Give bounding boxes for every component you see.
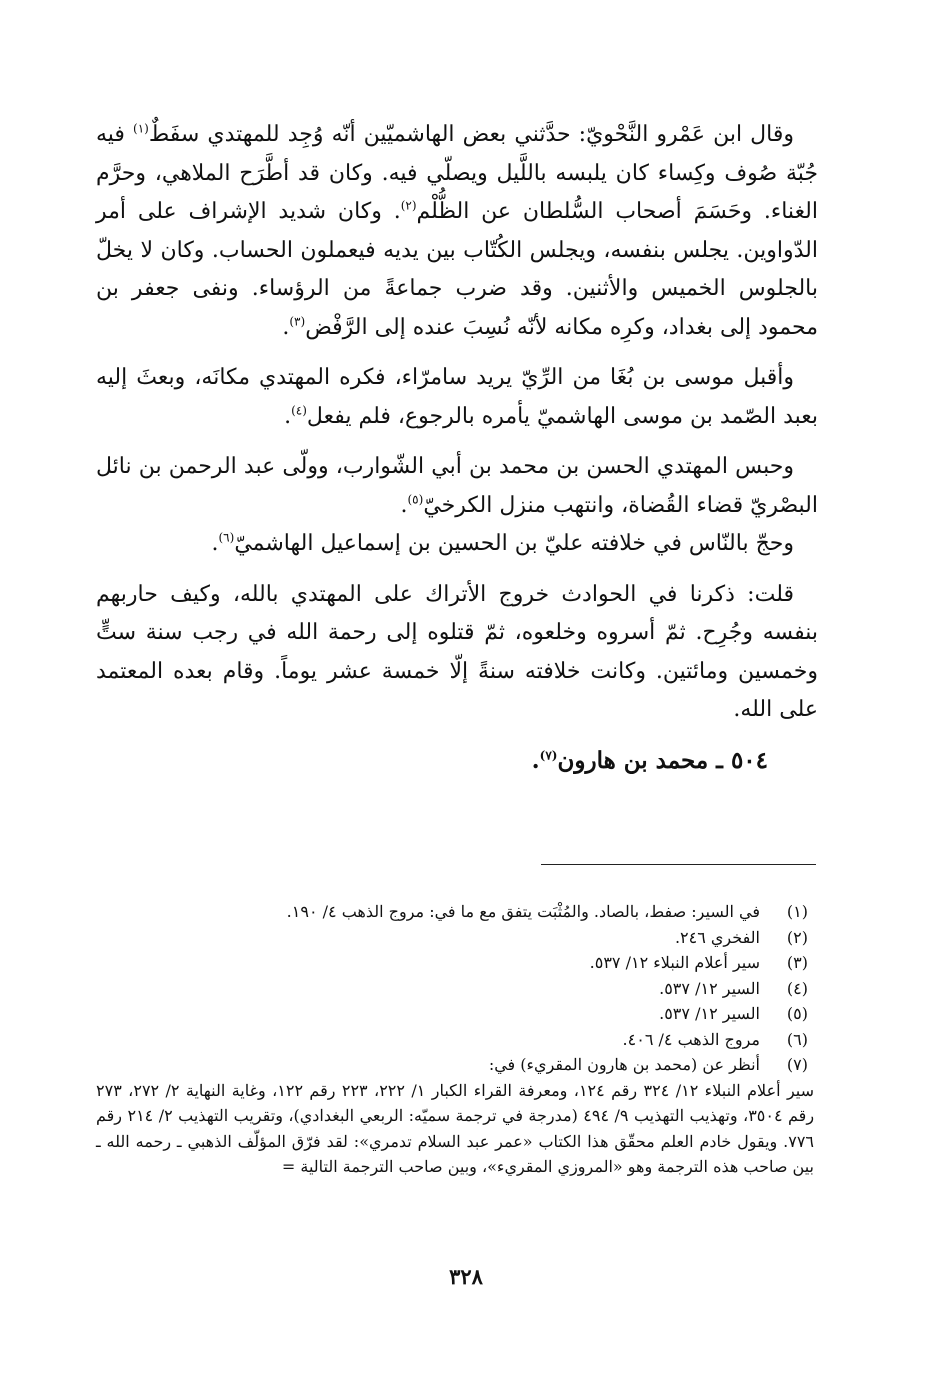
paragraph bbox=[96, 448, 818, 525]
footnote-text: في السير: صفط، بالصاد. والمُثْبَت يتفق مع ما في: مروج الذهب ٤/ ١٩٠. bbox=[286, 902, 760, 921]
entry-heading-text: ٥٠٤ ـ محمد بن هارون bbox=[557, 746, 768, 774]
paragraph bbox=[96, 525, 818, 564]
footnote-number: (٥) bbox=[786, 1004, 808, 1023]
footnote bbox=[96, 1001, 814, 1027]
footnote-number: (١) bbox=[786, 902, 808, 921]
entry-heading bbox=[96, 742, 818, 781]
paragraph-text: وأقبل موسى بن بُغَا من الرِّيّ يريد سامرّاء، فكره المهتدي مكانَه، وبعثَ إليه بعبد الصّمد بن موسى الهاشميّ يأمره بالرجوع، فلم يفعل bbox=[96, 365, 818, 429]
footnote-number: (٣) bbox=[786, 953, 808, 972]
footnote-marker: (٦) bbox=[218, 530, 235, 545]
footnote-text: السير ١٢/ ٥٣٧. bbox=[659, 1004, 760, 1023]
footnote-text: أنظر عن (محمد بن هارون المقريء) في: bbox=[488, 1055, 760, 1074]
footnote-marker: (١) bbox=[133, 121, 149, 136]
paragraph-text: وقال ابن عَمْرو النَّحْويّ: حدَّثني بعض الهاشميّين أنّه وُجِد للمهتدي سفَطٌ bbox=[148, 122, 794, 147]
paragraph-text: . bbox=[284, 403, 292, 429]
paragraph-text: . bbox=[400, 492, 408, 518]
footnote-marker: (٣) bbox=[289, 314, 306, 329]
footnote-number: (٦) bbox=[786, 1029, 808, 1049]
footnote-marker: (٢) bbox=[400, 198, 417, 213]
paragraph-text: . وكان شديد الإشراف على أمر الدّواوين. يجلس بنفسه، ويجلس الكُتّاب بين يديه فيعملون الحساب. وكان لا يخلّ بالجلوس الخميس والأثنين. وقد ضرب جماعةً من الرؤساء. ونفى جعفر بن محمود إلى بغداد، وكرِه مكانه لأنّه نُسِبَ عنده إلى الرَّفْض bbox=[96, 199, 818, 340]
paragraph-text: وحبس المهتدي الحسن بن محمد بن أبي الشّوارب، وولّى عبد الرحمن بن نائل البصْريّ قضاء القُضاة، وانتهب منزل الكرخيّ bbox=[96, 454, 818, 518]
footnote-separator bbox=[541, 864, 816, 865]
paragraph: قلت: ذكرنا في الحوادث خروج الأتراك على المهتدي بالله، وكيف حاربهم بنفسه وجُرِح. ثمّ أسروه وخلعوه، ثمّ قتلوه إلى رحمة الله في رجب سنة ستٍّ وخمسين ومائتين. وكانت خلافته سنةً إلّا خمسة عشر يوماً. وقام بعده المعتمد على الله. bbox=[96, 581, 818, 722]
footnote bbox=[96, 925, 814, 951]
footnote-continuation: سير أعلام النبلاء ١٢/ ٣٢٤ رقم ١٢٤، ومعرفة القراء الكبار ١/ ٢٢٢، ٢٢٣ رقم ١٢٢، وغاية النهاية ٢/ ٢٧٢، ٢٧٣ رقم ٣٥٠٤، وتهذيب التهذيب ٩/ ٤٩٤ (مدرجة في ترجمة سميّه: الربعي البغدادي)، وتقريب التهذيب ٢/ ٢١٤ رقم ٧٧٦. ويقول خادم العلم محقّق هذا الكتاب «عمر عبد السلام تدمري»: لقد فرّق المؤلّف الذهبي ـ رحمه الله ـ بين صاحب هذه الترجمة وهو «المروزي المقريء»، وبين صاحب الترجمة التالية = bbox=[96, 1080, 815, 1176]
footnote bbox=[96, 1027, 814, 1053]
footnotes bbox=[96, 899, 814, 1180]
footnote-text: الفخري ٢٤٦. bbox=[674, 927, 760, 947]
footnote-text: سير أعلام النبلاء ١٢/ ٥٣٧. bbox=[589, 953, 760, 972]
main-text bbox=[96, 116, 818, 780]
paragraph-text: . bbox=[211, 531, 219, 556]
footnote bbox=[96, 1052, 814, 1078]
footnote bbox=[96, 950, 814, 976]
footnote-text: مروج الذهب ٤/ ٤٠٦. bbox=[622, 1029, 760, 1049]
footnote-text: السير ١٢/ ٥٣٧. bbox=[659, 978, 760, 998]
paragraph bbox=[96, 359, 818, 436]
paragraph-text: وحجّ بالنّاس في خلافته عليّ بن الحسين بن إسماعيل الهاشميّ bbox=[234, 531, 794, 556]
paragraph bbox=[96, 116, 818, 347]
footnote bbox=[96, 899, 814, 925]
footnote-marker: (٥) bbox=[407, 492, 424, 507]
footnote bbox=[96, 976, 814, 1002]
footnote-marker: (٤) bbox=[291, 403, 307, 418]
footnote-number: (٧) bbox=[786, 1055, 808, 1074]
entry-heading-text: . bbox=[531, 746, 540, 774]
paragraph-text: فيه جُبّة صُوف وكِساء كان يلبسه باللَّيل ويصلّي فيه. وكان قد أطَّرَح الملاهي، وحرَّم الغناء. وحَسَمَ أصحاب السُّلطان عن الظُّلْم bbox=[96, 122, 818, 224]
page-number: ٣٢٨ bbox=[449, 1264, 483, 1289]
paragraph-text: . bbox=[282, 314, 290, 340]
footnote-number: (٢) bbox=[786, 927, 808, 947]
footnote-number: (٤) bbox=[786, 978, 808, 998]
footnote-marker: (٧) bbox=[539, 747, 558, 762]
